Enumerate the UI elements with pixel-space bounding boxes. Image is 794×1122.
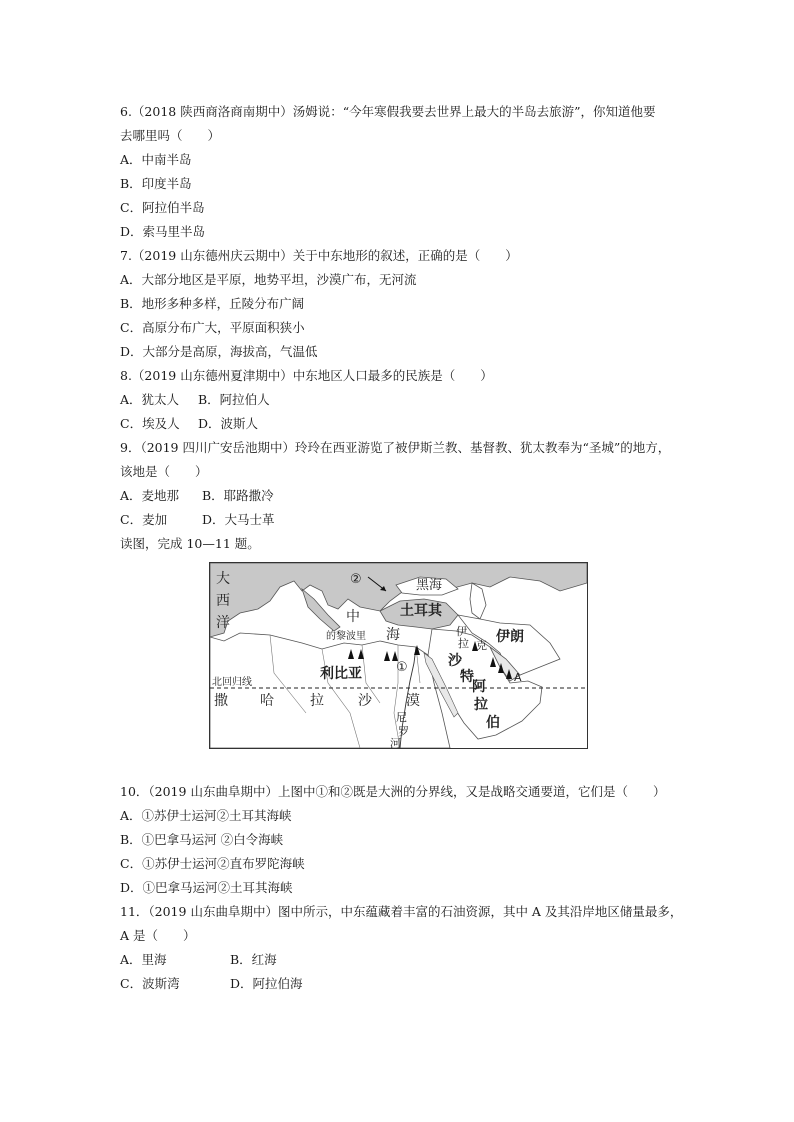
label-sahara-2: 哈 [260,693,274,709]
q6-option-d: D．索马里半岛 [120,224,206,239]
q11-options-row1 [120,952,277,968]
q8-options-row2 [120,416,258,432]
q9-option-a: A．麦地那 [120,488,180,503]
middle-east-map [209,562,588,749]
q8-option-a: A．犹太人 [120,392,180,407]
q6-option-b: B．印度半岛 [120,176,192,191]
label-med-1: 中 [346,609,360,625]
q7-option-d: D．大部分是高原，海拔高，气温低 [120,344,318,359]
q11-option-d: D．阿拉伯海 [230,976,303,991]
q9-option-d: D．大马士革 [202,512,275,527]
q6-option-a: A．中南半岛 [120,152,192,167]
label-saudi-3: 阿 [472,679,486,695]
label-saudi-2: 特 [460,669,474,685]
label-nile-1: 尼 [396,711,407,724]
label-iraq-1: 伊 [456,625,467,638]
q6-stem-line1: 6.（2018 陕西商洛商南期中）汤姆说：“今年寒假我要去世界上最大的半岛去旅游”，你知道他要 [120,104,656,119]
map-svg [210,563,587,748]
q6-stem-line2: 去哪里吗（ ） [120,128,221,143]
q11-stem-line2: A 是（ ） [120,928,196,943]
q11-option-c: C．波斯湾 [120,976,180,991]
q11-option-a: A．里海 [120,952,167,967]
q8-option-b: B．阿拉伯人 [198,392,270,407]
q9-options-row1 [120,488,274,504]
label-marker-2: ② [350,572,362,587]
label-iraq-2: 拉 [458,637,469,650]
read-instruction: 读图，完成 10—11 题。 [120,536,260,551]
q11-options-row2 [120,976,303,992]
q11-option-b: B．红海 [230,952,277,967]
label-saudi-1: 沙 [448,653,462,669]
label-sahara-3: 拉 [310,693,324,709]
q10-option-b: B．①巴拿马运河 ②白令海峡 [120,832,284,847]
label-saudi-5: 伯 [486,715,500,731]
label-iran: 伊朗 [496,629,524,645]
label-sahara-5: 漠 [406,693,420,709]
label-sahara-4: 沙 [358,693,372,709]
label-black-sea: 黑海 [416,578,443,593]
label-atlantic-1: 大 [216,571,230,587]
label-nile-2: 罗 [398,725,409,738]
q7-stem: 7.（2019 山东德州庆云期中）关于中东地形的叙述，正确的是（ ） [120,248,518,263]
label-sahara-1: 撒 [214,693,228,709]
label-iraq-3: 克 [476,639,487,652]
q9-stem-line1: 9．（2019 四川广安岳池期中）玲玲在西亚游览了被伊斯兰教、基督教、犹太教奉为“圣城”的地方， [120,440,671,455]
label-nile-3: 河 [390,737,401,748]
north-africa [210,633,450,748]
q10-option-a: A．①苏伊士运河②土耳其海峡 [120,808,292,823]
q7-option-a: A．大部分地区是平原，地势平坦，沙漠广布，无河流 [120,272,417,287]
label-saudi-4: 拉 [474,697,488,713]
label-libya: 利比亚 [320,666,362,682]
label-atlantic-3: 洋 [216,615,230,631]
label-tripoli: 的黎波里 [326,631,366,642]
q7-option-b: B．地形多种多样，丘陵分布广阔 [120,296,305,311]
q9-options-row2 [120,512,275,528]
label-atlantic-2: 西 [216,593,230,609]
q8-stem: 8.（2019 山东德州夏津期中）中东地区人口最多的民族是（ ） [120,368,493,383]
label-turkey: 土耳其 [400,603,442,619]
q8-option-d: D．波斯人 [198,416,259,431]
q10-option-d: D．①巴拿马运河②土耳其海峡 [120,880,293,895]
q10-stem: 10．（2019 山东曲阜期中）上图中①和②既是大洲的分界线，又是战略交通要道，它们是（ ） [120,784,666,799]
q8-option-c: C．埃及人 [120,416,180,431]
label-marker-a: A [514,671,522,684]
q9-option-b: B．耶路撒冷 [202,488,274,503]
q9-stem-line2: 该地是（ ） [120,464,208,479]
q7-option-c: C．高原分布广大，平原面积狭小 [120,320,305,335]
q9-option-c: C．麦加 [120,512,168,527]
q10-option-c: C．①苏伊士运河②直布罗陀海峡 [120,856,305,871]
q8-options-row1 [120,392,270,408]
label-marker-1: ① [396,660,408,675]
label-tropic: 北回归线 [212,677,252,688]
q6-option-c: C．阿拉伯半岛 [120,200,205,215]
label-med-2: 海 [386,627,400,643]
q11-stem-line1: 11．（2019 山东曲阜期中）图中所示，中东蕴藏着丰富的石油资源，其中 A 及其沿岸地区储量最多， [120,904,683,919]
